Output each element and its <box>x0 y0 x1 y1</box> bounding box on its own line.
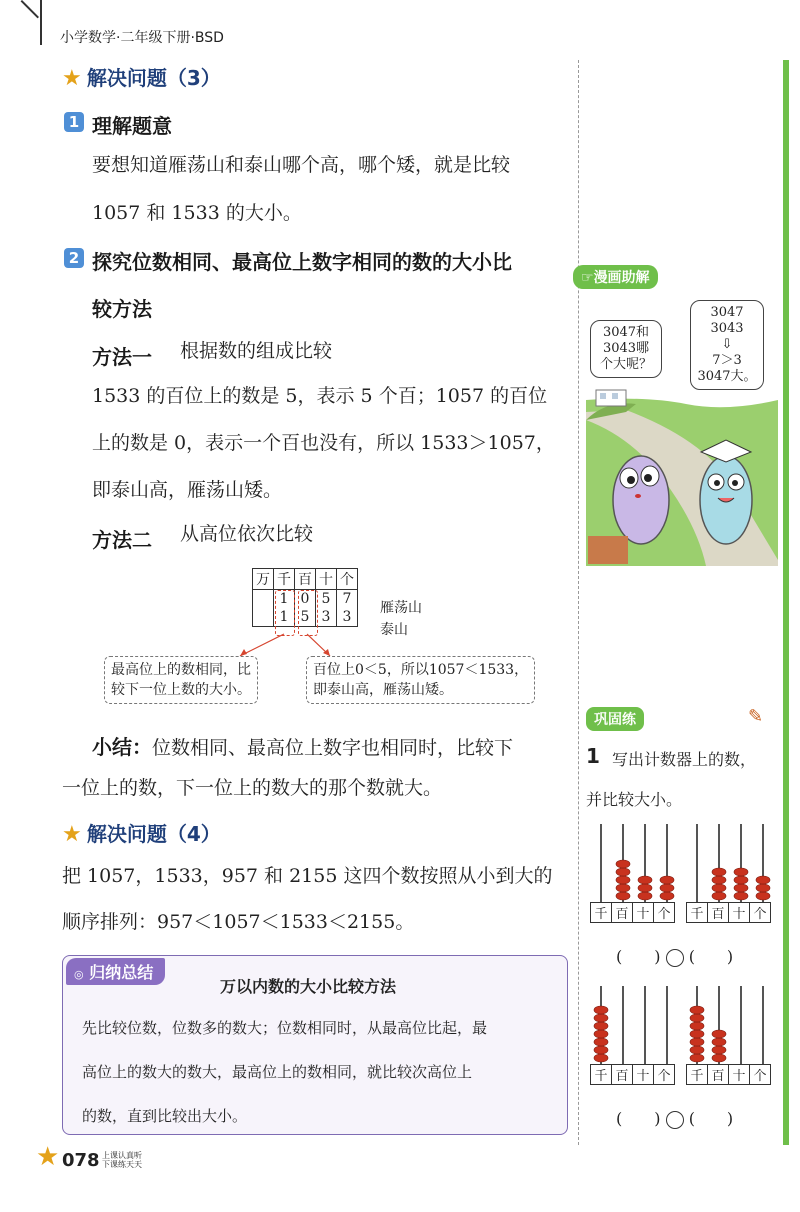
pv-cell: 3 <box>337 608 358 627</box>
abacus-bead <box>756 876 770 884</box>
practice-q-line2: 并比较大小。 <box>586 790 683 809</box>
summary-line2: 一位上的数，下一位上的数大的那个数就大。 <box>62 777 443 799</box>
method1-text: 根据数的组成比较 <box>180 340 333 362</box>
abacus-label: 十 <box>729 903 750 923</box>
comic-tag-text: 漫画助解 <box>593 270 650 286</box>
comic-bubble-right <box>690 300 764 390</box>
pv-cell: 1 <box>274 608 295 627</box>
pv-header: 千 <box>274 569 295 590</box>
pv-header: 百 <box>295 569 316 590</box>
method1-line2: 上的数是 0，表示一个百也没有，所以 1533＞1057， <box>92 432 555 454</box>
method2-label: 方法二 <box>92 528 152 552</box>
abacus-bead <box>712 868 726 876</box>
abacus-bead <box>712 884 726 892</box>
hand-icon: ☞ <box>581 270 594 286</box>
summary-text1: 位数相同、最高位上数字也相同时，比较下 <box>152 737 514 759</box>
abacus-bead <box>660 884 674 892</box>
abacus-bead <box>594 1030 608 1038</box>
comic-bubble-left <box>590 320 662 378</box>
note-right-line1: 百位上0＜5，所以1057＜1533， <box>313 662 529 678</box>
method-summary-tag-text: 归纳总结 <box>89 963 154 982</box>
step2-title-line2: 较方法 <box>92 297 152 321</box>
section4-heading <box>62 818 221 847</box>
abacus-bead <box>638 892 652 900</box>
answer-row-1 <box>616 944 733 967</box>
abacus-bead <box>660 892 674 900</box>
abacus-bead <box>712 876 726 884</box>
book-title: 小学数学·二年级下册·BSD <box>60 30 224 46</box>
slogan-line: 上课认真听 <box>102 1151 142 1160</box>
summary-label: 小结： <box>92 735 152 759</box>
abacus-2-right <box>686 984 774 1064</box>
method2-text: 从高位依次比较 <box>180 523 314 545</box>
abacus-label: 千 <box>591 903 612 923</box>
abacus-label: 十 <box>633 1065 654 1085</box>
abacus-label: 百 <box>708 903 729 923</box>
pv-header: 十 <box>316 569 337 590</box>
pv-cell <box>253 608 274 627</box>
header-corner-line <box>40 0 42 45</box>
pv-cell: 5 <box>295 608 316 627</box>
method1-line1: 1533 的百位上的数是 5，表示 5 个百；1057 的百位 <box>92 385 548 407</box>
abacus-bead <box>712 1054 726 1062</box>
abacus-bead <box>594 1038 608 1046</box>
note-left-line2: 较下一位上数的大小。 <box>111 682 251 698</box>
pv-highlight-hundreds <box>298 590 318 636</box>
pv-header: 个 <box>337 569 358 590</box>
method-summary-title: 万以内数的大小比较方法 <box>220 977 397 996</box>
note-left-line1: 最高位上的数相同，比 <box>111 662 251 678</box>
pv-cell: 1 <box>274 590 295 609</box>
pv-cell: 7 <box>337 590 358 609</box>
slogan-line: 下课练天天 <box>102 1160 142 1169</box>
method-summary-line2: 高位上的数大的数大，最高位上的数相同，就比较次高位上 <box>82 1063 473 1081</box>
abacus-bead <box>690 1046 704 1054</box>
abacus-label: 千 <box>687 1065 708 1085</box>
pv-cell: 3 <box>316 608 337 627</box>
pv-header: 万 <box>253 569 274 590</box>
note-left <box>104 656 258 704</box>
abacus-bead <box>712 892 726 900</box>
bubble-right-line: 3047大。 <box>697 369 757 384</box>
abacus-bead <box>756 892 770 900</box>
abacus-label: 个 <box>654 903 675 923</box>
abacus-bead <box>690 1030 704 1038</box>
page-number: 078 <box>62 1150 100 1171</box>
practice-q-num: 1 <box>586 744 600 768</box>
abacus-bead <box>712 1046 726 1054</box>
abacus-label: 百 <box>708 1065 729 1085</box>
abacus-bead <box>638 876 652 884</box>
bubble-left-line: 3043哪 <box>602 341 650 356</box>
step1-line1: 要想知道雁荡山和泰山哪个高，哪个矮，就是比较 <box>92 154 511 176</box>
abacus-labels-2-left <box>590 1064 675 1085</box>
footer-slogan <box>102 1151 142 1169</box>
side-strip <box>783 60 789 1145</box>
abacus-bead <box>690 1006 704 1014</box>
abacus-bead <box>616 892 630 900</box>
down-arrow-icon: ⇩ <box>721 337 733 352</box>
abacus-2-left <box>590 984 678 1064</box>
note-right <box>306 656 535 704</box>
pv-cell: 5 <box>316 590 337 609</box>
section3-title: 解决问题（3） <box>86 66 221 90</box>
compare-circle[interactable] <box>666 1111 684 1129</box>
step1-line2: 1057 和 1533 的大小。 <box>92 202 302 224</box>
abacus-bead <box>616 868 630 876</box>
section4-line1: 把 1057，1533，957 和 2155 这四个数按照从小到大的 <box>62 865 553 887</box>
step2-title-line1: 探究位数相同、最高位上数字相同的数的大小比 <box>92 250 512 274</box>
abacus-label: 百 <box>612 903 633 923</box>
bubble-left-line: 3047和 <box>602 325 650 340</box>
abacus-bead <box>690 1014 704 1022</box>
pv-row-label: 泰山 <box>380 622 408 638</box>
abacus-bead <box>638 884 652 892</box>
practice-q-line1: 写出计数器上的数， <box>612 750 757 769</box>
abacus-label: 十 <box>729 1065 750 1085</box>
answer-blank-right[interactable]: ( ) <box>688 1109 734 1128</box>
answer-blank-right[interactable]: ( ) <box>688 947 734 966</box>
abacus-1-right <box>686 822 774 902</box>
step2-badge: 2 <box>64 248 84 268</box>
abacus-bead <box>594 1046 608 1054</box>
abacus-label: 十 <box>633 903 654 923</box>
practice-tag: 巩固练 <box>586 707 644 731</box>
abacus-label: 百 <box>612 1065 633 1085</box>
pv-highlight-thousands <box>275 590 295 636</box>
abacus-bead <box>734 884 748 892</box>
abacus-bead <box>616 884 630 892</box>
header-corner-diag <box>21 0 39 18</box>
star-icon: ★ <box>62 66 82 91</box>
abacus-bead <box>734 868 748 876</box>
abacus-label: 千 <box>687 903 708 923</box>
abacus-bead <box>594 1054 608 1062</box>
abacus-bead <box>690 1038 704 1046</box>
method-summary-line1: 先比较位数，位数多的数大；位数相同时，从最高位比起，最 <box>82 1019 488 1037</box>
answer-blank-left[interactable]: ( ) <box>616 1109 661 1128</box>
bubble-right-line: 3043 <box>710 321 744 336</box>
abacus-bead <box>690 1022 704 1030</box>
circle-icon: ◎ <box>74 968 84 981</box>
pv-row-label: 雁荡山 <box>380 600 422 616</box>
section4-title: 解决问题（4） <box>86 822 221 846</box>
method1-label: 方法一 <box>92 345 152 369</box>
abacus-bead <box>616 876 630 884</box>
abacus-labels-1-right <box>686 902 771 923</box>
summary-line1 <box>92 731 513 760</box>
star-icon: ★ <box>62 822 82 847</box>
abacus-label: 千 <box>591 1065 612 1085</box>
abacus-bead <box>594 1022 608 1030</box>
abacus-bead <box>734 892 748 900</box>
method-summary-tag <box>66 958 165 985</box>
abacus-bead <box>594 1006 608 1014</box>
note-right-line2: 即泰山高，雁荡山矮。 <box>313 682 453 698</box>
abacus-bead <box>734 876 748 884</box>
column-divider <box>578 60 579 1145</box>
section3-heading <box>62 62 221 91</box>
answer-blank-left[interactable]: ( ) <box>616 947 661 966</box>
abacus-labels-2-right <box>686 1064 771 1085</box>
method-summary-line3: 的数，直到比较出大小。 <box>82 1107 248 1125</box>
step1-badge: 1 <box>64 112 84 132</box>
abacus-bead <box>616 860 630 868</box>
abacus-label: 个 <box>750 1065 771 1085</box>
compare-circle[interactable] <box>666 949 684 967</box>
abacus-label: 个 <box>750 903 771 923</box>
abacus-bead <box>660 876 674 884</box>
abacus-bead <box>712 1038 726 1046</box>
method1-line3: 即泰山高，雁荡山矮。 <box>92 479 283 501</box>
comic-tag <box>573 265 658 289</box>
abacus-bead <box>756 884 770 892</box>
abacus-labels-1-left <box>590 902 675 923</box>
bubble-right-line: 3047 <box>710 305 744 320</box>
bubble-left-line: 个大呢？ <box>599 357 652 372</box>
answer-row-2 <box>616 1106 733 1129</box>
abacus-1-left <box>590 822 678 902</box>
footer-star-icon: ★ <box>36 1142 60 1172</box>
abacus-bead <box>690 1054 704 1062</box>
abacus-bead <box>594 1014 608 1022</box>
pencil-icon: ✎ <box>748 706 764 727</box>
section4-line2: 顺序排列：957＜1057＜1533＜2155。 <box>62 911 415 933</box>
pv-cell: 0 <box>295 590 316 609</box>
step1-title: 理解题意 <box>92 114 172 138</box>
bubble-right-line: 7＞3 <box>712 353 742 368</box>
pv-cell <box>253 590 274 609</box>
abacus-label: 个 <box>654 1065 675 1085</box>
abacus-bead <box>712 1030 726 1038</box>
